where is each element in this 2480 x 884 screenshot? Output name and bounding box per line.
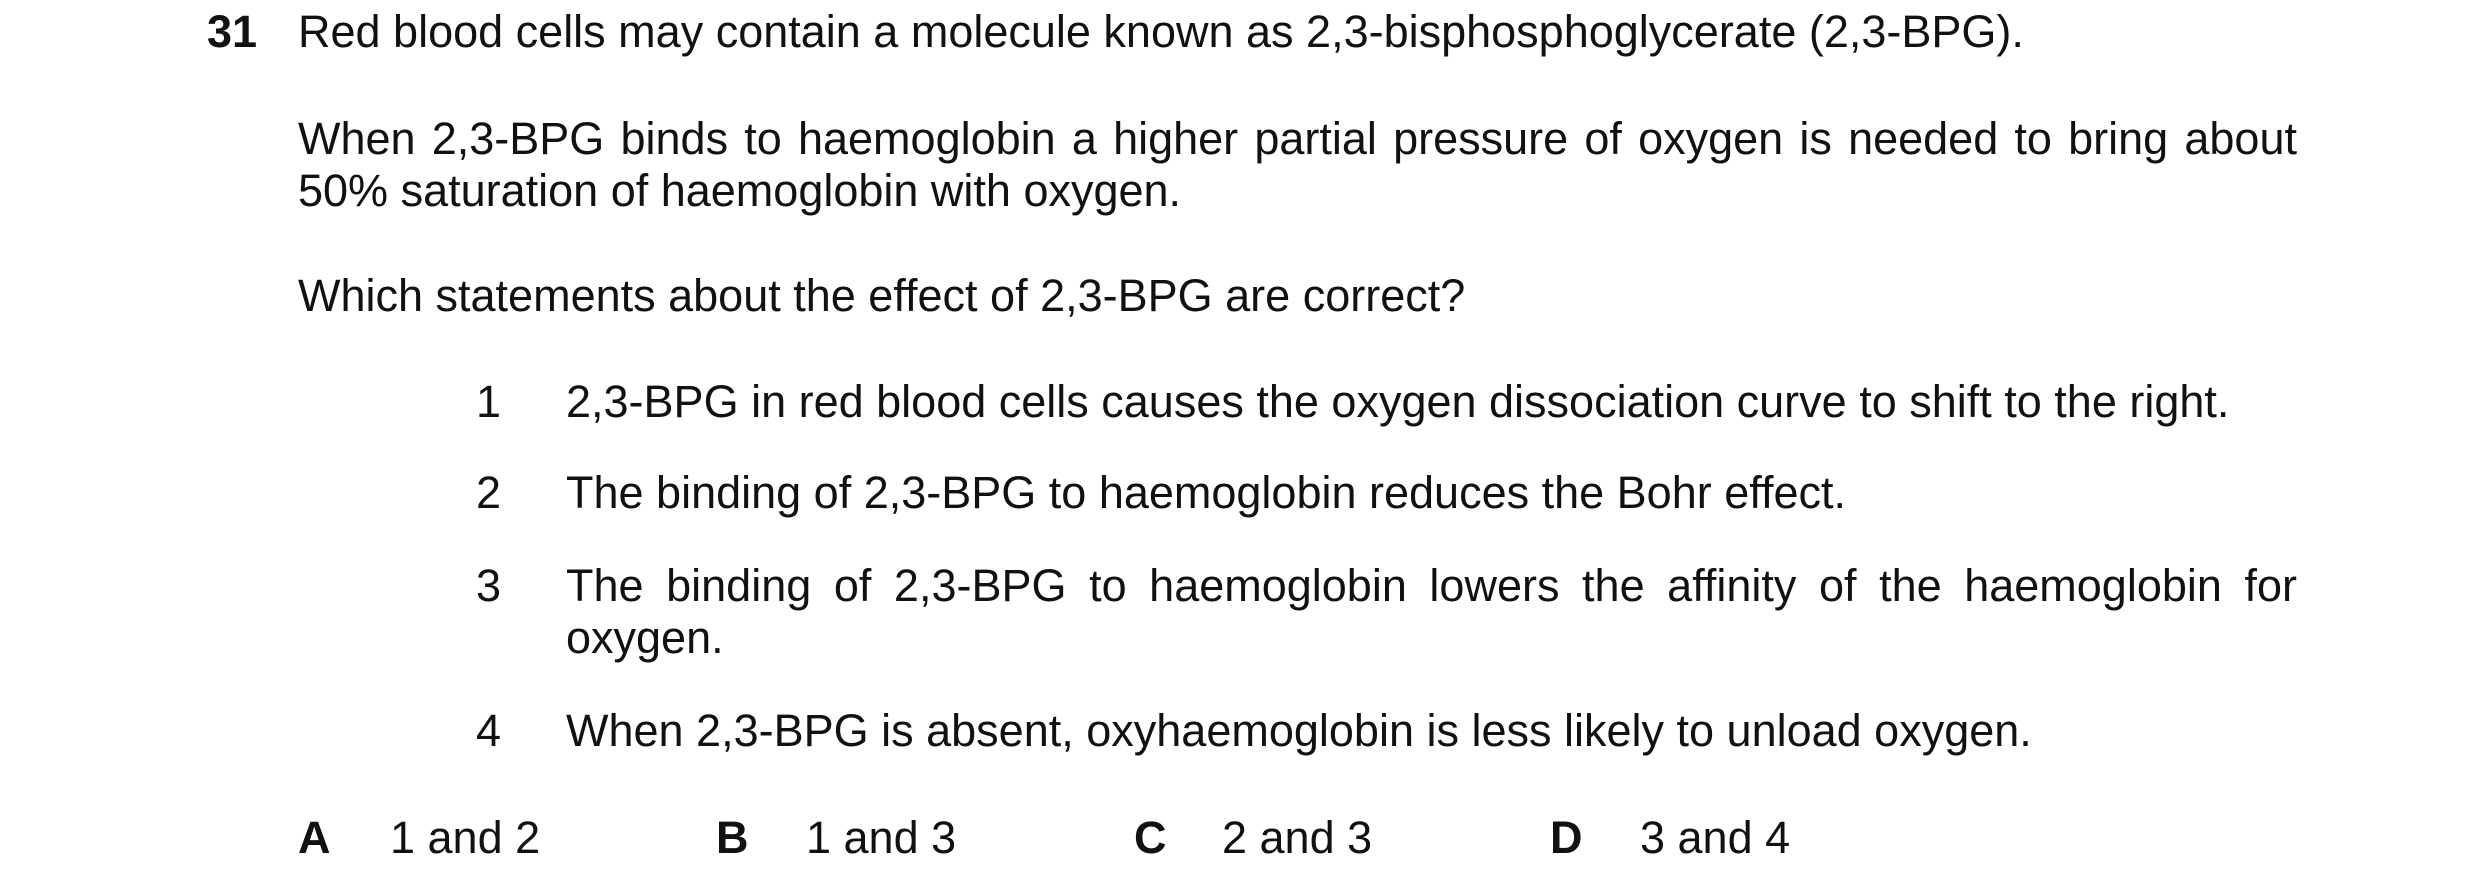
question-prompt: Which statements about the effect of 2,3-BPG are correct? [298,270,1466,321]
statement-text: The binding of 2,3-BPG to haemoglobin reduces the Bohr effect. [566,467,1846,518]
statement-number: 4 [476,705,502,756]
option-text: 1 and 2 [390,812,541,863]
option-letter: B [716,812,749,863]
statement-number: 1 [476,376,502,427]
option-text: 1 and 3 [806,812,957,863]
statement-text: The binding of 2,3-BPG to haemoglobin lowers the affinity of the haemoglobin for oxygen. [566,560,2297,663]
question-context: When 2,3-BPG binds to haemoglobin a higher partial pressure of oxygen is needed to bring about 50% saturation of haemoglobin with oxygen. [298,113,2297,216]
question-intro: Red blood cells may contain a molecule known as 2,3-bisphosphoglycerate (2,3-BPG). [298,6,2024,57]
option-text: 3 and 4 [1640,812,1791,863]
statement-number: 2 [476,467,502,518]
option-letter: A [298,812,331,863]
statement-text: When 2,3-BPG is absent, oxyhaemoglobin is less likely to unload oxygen. [566,705,2032,756]
statement-number: 3 [476,560,502,611]
question-number: 31 [207,6,258,57]
statement-text: 2,3-BPG in red blood cells causes the oxygen dissociation curve to shift to the right. [566,376,2230,427]
option-letter: D [1550,812,1583,863]
option-letter: C [1134,812,1167,863]
option-text: 2 and 3 [1222,812,1373,863]
